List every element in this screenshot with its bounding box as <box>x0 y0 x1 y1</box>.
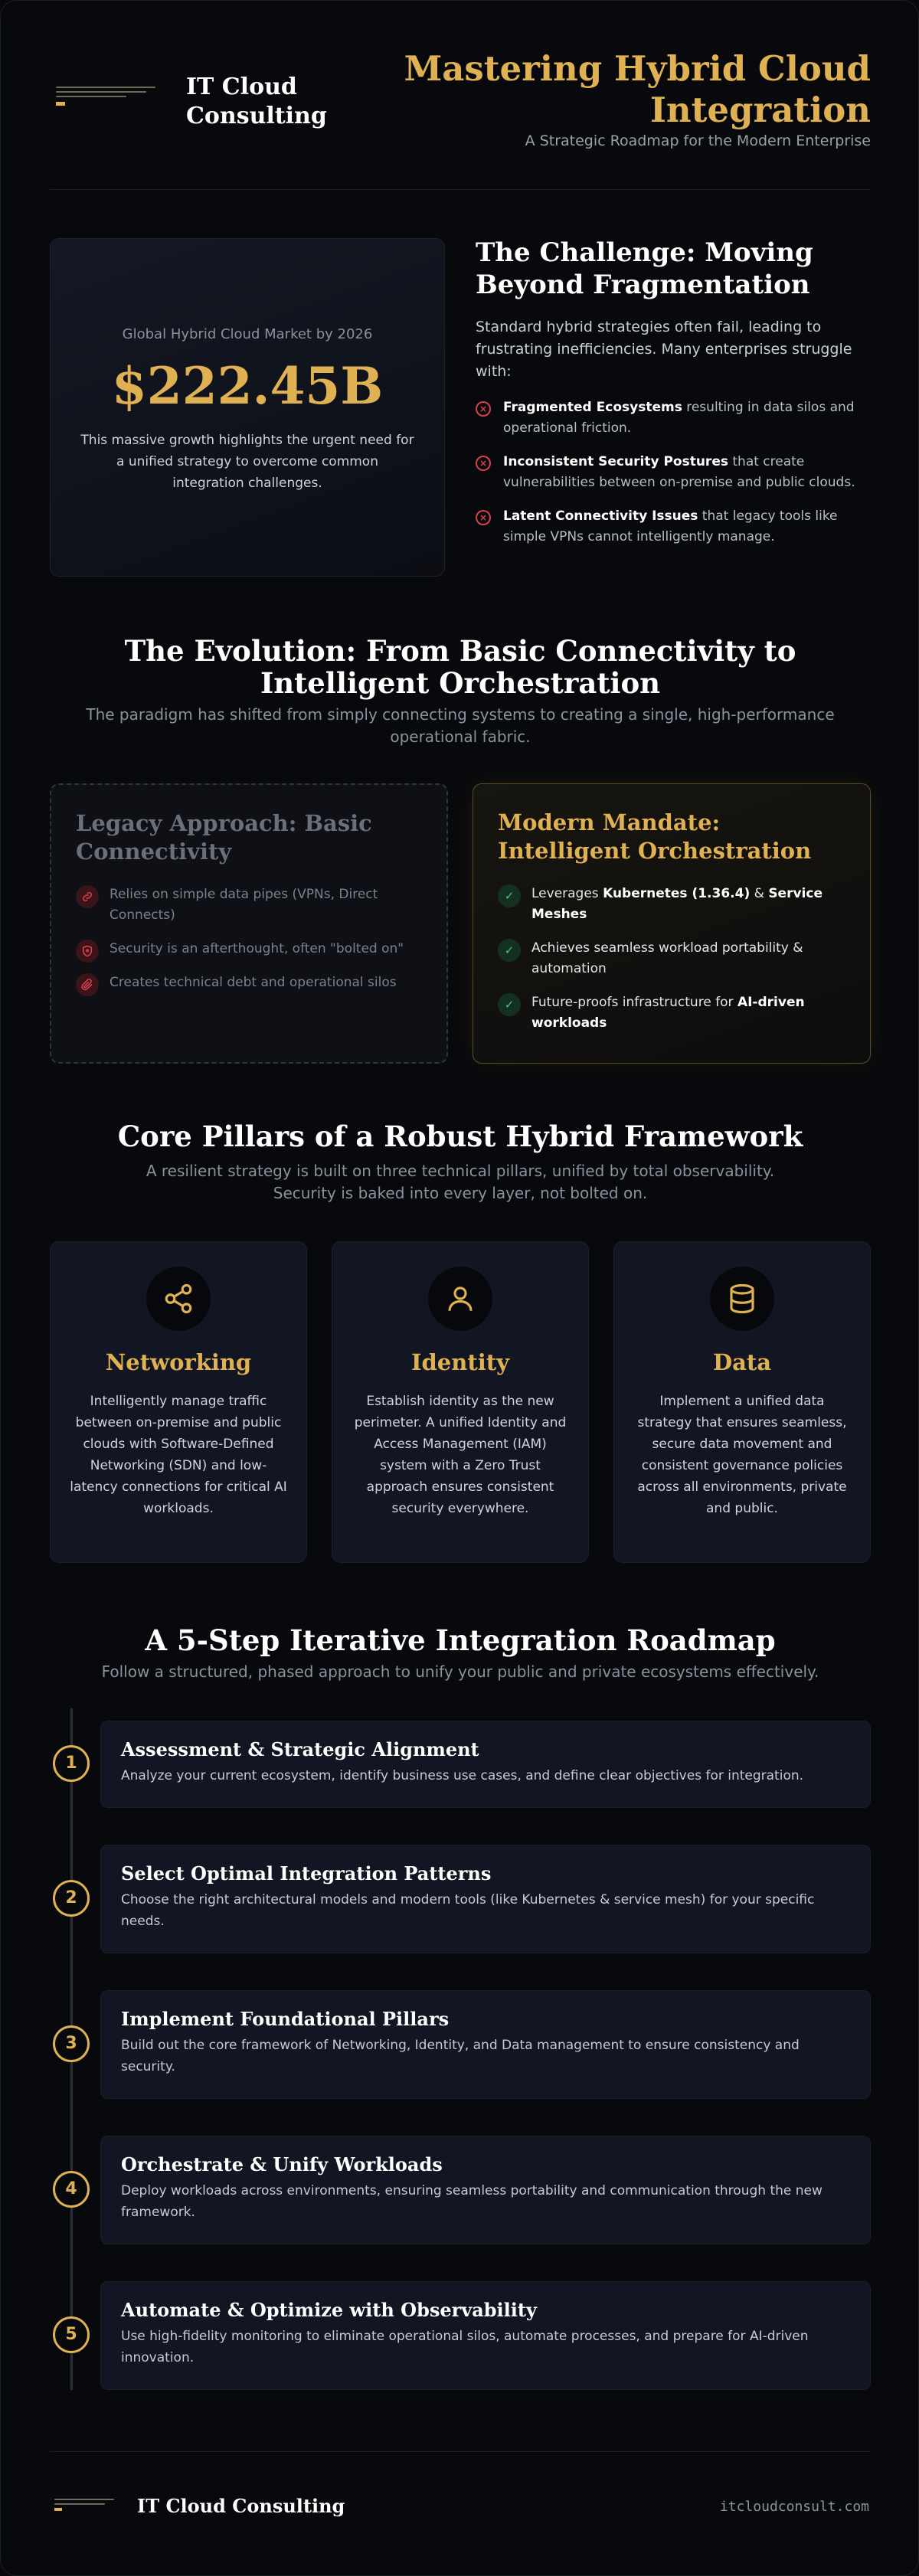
pillar-description: Implement a unified data strategy that ensures seamless, secure data movement and consistent governance policies across all environments, private and public. <box>637 1394 847 1516</box>
footer-divider <box>50 2451 871 2452</box>
step-title: Automate & Optimize with Observability <box>121 2299 537 2321</box>
legacy-item: Security is an afterthought, often "bolted on" <box>76 939 422 959</box>
modern-item: ✓ Future-proofs infrastructure for AI-driven workloads <box>498 992 845 1034</box>
challenge-intro: Standard hybrid strategies often fail, leading to frustrating inefficiencies. Many enterprises struggle with: <box>476 319 852 380</box>
stat-value: $222.45B <box>111 356 384 416</box>
roadmap-step <box>100 2136 871 2244</box>
modern-title: Modern Mandate: Intelligent Orchestration <box>498 809 812 864</box>
legacy-title: Legacy Approach: Basic Connectivity <box>76 810 372 865</box>
roadmap-title: A 5-Step Iterative Integration Roadmap <box>145 1623 776 1657</box>
pillar-networking <box>50 1241 307 1563</box>
step-title: Assessment & Strategic Alignment <box>121 1738 479 1760</box>
step-title: Select Optimal Integration Patterns <box>121 1862 492 1885</box>
x-circle-icon: × <box>476 401 491 417</box>
step-description: Build out the core framework of Networking, Identity, and Data management to ensure consistency and security. <box>121 2038 800 2074</box>
step-description: Choose the right architectural models and modern tools (like Kubernetes & service mesh) for your specific needs. <box>121 1892 815 1929</box>
step-number: 2 <box>53 1880 90 1917</box>
divider <box>50 189 871 190</box>
share-icon <box>146 1267 211 1331</box>
x-circle-icon: × <box>476 510 491 525</box>
footer-brand: IT Cloud Consulting <box>137 2495 345 2517</box>
step-description: Analyze your current ecosystem, identify business use cases, and define clear objectives for integration. <box>121 1768 804 1783</box>
pillar-description: Establish identity as the new perimeter. A unified Identity and Access Management (IAM) system with a Zero Trust approach ensures consistent security everywhere. <box>354 1394 567 1516</box>
evolution-subtitle: The paradigm has shifted from simply connecting systems to creating a single, high-performance operational fabric. <box>86 705 835 746</box>
shield-icon <box>76 940 99 963</box>
modern-mandate-card <box>473 783 871 1064</box>
modern-item: ✓ Leverages Kubernetes (1.36.4) & Service Meshes <box>498 884 845 925</box>
check-icon: ✓ <box>498 939 521 962</box>
pillar-title: Data <box>712 1349 772 1375</box>
paperclip-icon <box>76 973 99 996</box>
pillar-title: Networking <box>105 1349 252 1375</box>
check-icon: ✓ <box>498 884 521 907</box>
stat-label: Global Hybrid Cloud Market by 2026 <box>122 326 373 342</box>
roadmap-step <box>100 1990 871 2099</box>
header <box>50 47 871 151</box>
x-circle-icon: × <box>476 456 491 471</box>
pillars-subtitle: A resilient strategy is built on three technical pillars, unified by total observability. Security is baked into every layer, not bolted on. <box>146 1162 775 1202</box>
modern-item: ✓ Achieves seamless workload portability & automation <box>498 938 845 979</box>
footer-link[interactable]: itcloudconsult.com <box>719 2499 869 2515</box>
step-description: Use high-fidelity monitoring to eliminate operational silos, automate processes, and prepare for AI-driven innovation. <box>121 2329 809 2365</box>
roadmap-subtitle: Follow a structured, phased approach to unify your public and private ecosystems effectively. <box>101 1662 819 1681</box>
market-stat-card <box>50 238 445 577</box>
pillar-description: Intelligently manage traffic between on-premise and public clouds with Software-Defined Networking (SDN) and low-latency connections for critical AI workloads. <box>70 1394 287 1516</box>
user-icon <box>428 1267 492 1331</box>
stat-description: This massive growth highlights the urgent need for a unified strategy to overcome common integration challenges. <box>80 433 414 491</box>
pillars-title: Core Pillars of a Robust Hybrid Framework <box>117 1120 803 1153</box>
challenge-item: × Latent Connectivity Issues that legacy tools like simple VPNs cannot intelligently manage. <box>476 506 871 548</box>
database-icon <box>710 1267 774 1331</box>
step-number: 1 <box>53 1745 90 1782</box>
footer-logo <box>54 2499 116 2514</box>
challenge-item: × Fragmented Ecosystems resulting in data silos and operational friction. <box>476 397 871 439</box>
logo <box>56 87 163 117</box>
pillar-data <box>613 1241 871 1563</box>
legacy-item: Creates technical debt and operational silos <box>76 973 422 993</box>
step-title: Implement Foundational Pillars <box>121 2008 450 2030</box>
pillar-title: Identity <box>410 1349 510 1375</box>
roadmap-step <box>100 2281 871 2390</box>
challenge-title: The Challenge: Moving Beyond Fragmentation <box>476 237 813 300</box>
legacy-item: Relies on simple data pipes (VPNs, Direct Connects) <box>76 884 422 926</box>
step-title: Orchestrate & Unify Workloads <box>121 2153 443 2176</box>
challenge-list <box>476 397 871 561</box>
roadmap-step <box>100 1845 871 1953</box>
check-icon: ✓ <box>498 993 521 1016</box>
legacy-approach-card <box>50 783 448 1064</box>
brand-name: IT Cloud Consulting <box>186 74 327 129</box>
link-icon <box>76 885 99 908</box>
page-subtitle: A Strategic Roadmap for the Modern Enterprise <box>525 132 871 149</box>
challenge-item: × Inconsistent Security Postures that create vulnerabilities between on-premise and public clouds. <box>476 452 871 493</box>
roadmap-step <box>100 1721 871 1808</box>
pillar-identity <box>332 1241 589 1563</box>
step-description: Deploy workloads across environments, ensuring seamless portability and communication through the new framework. <box>121 2183 823 2220</box>
evolution-title: The Evolution: From Basic Connectivity to Intelligent Orchestration <box>124 634 796 700</box>
step-number: 4 <box>53 2171 90 2208</box>
step-number: 3 <box>53 2025 90 2062</box>
step-number: 5 <box>53 2316 90 2353</box>
page-title: Mastering Hybrid Cloud Integration <box>404 48 871 130</box>
